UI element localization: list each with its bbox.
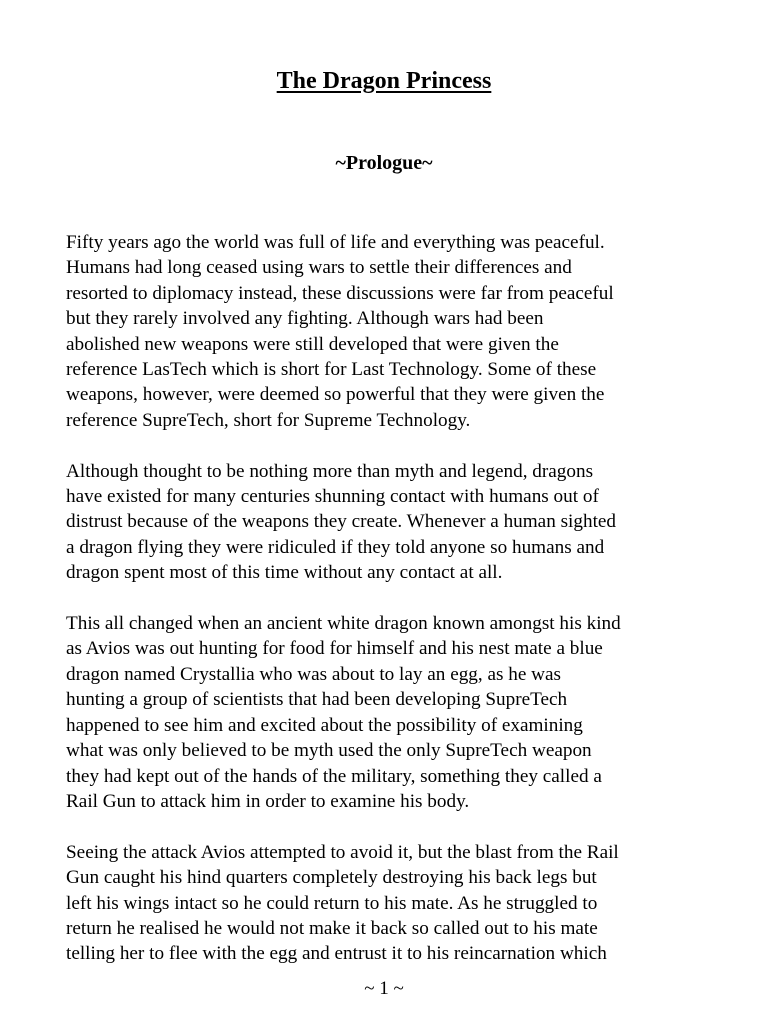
page-number: ~ 1 ~ (364, 978, 404, 999)
text-line: Humans had long ceased using wars to settle their differences and (66, 257, 572, 279)
document-body (66, 230, 716, 992)
text-line: resorted to diplomacy instead, these discussions were far from peaceful (66, 282, 614, 304)
text-line: a dragon flying they were ridiculed if they told anyone so humans and (66, 536, 605, 558)
text-line: Fifty years ago the world was full of life and everything was peaceful. (66, 232, 605, 253)
text-line: dragon spent most of this time without any contact at all. (66, 562, 503, 584)
text-line: dragon named Crystallia who was about to lay an egg, as he was (66, 663, 562, 685)
text-line: return he realised he would not make it back so called out to his mate (66, 917, 598, 939)
text-line: Although thought to be nothing more than myth and legend, dragons (66, 460, 594, 482)
text-line: reference LasTech which is short for Last Technology. Some of these (66, 359, 597, 381)
text-line: what was only believed to be myth used the only SupreTech weapon (66, 740, 592, 762)
text-line: reference SupreTech, short for Supreme Technology. (66, 409, 471, 431)
text-line: distrust because of the weapons they create. Whenever a human sighted (66, 511, 617, 533)
text-line: left his wings intact so he could return to his mate. As he struggled to (66, 892, 598, 914)
text-line: Rail Gun to attack him in order to examine his body. (66, 790, 470, 812)
text-line: This all changed when an ancient white dragon known amongst his kind (66, 613, 621, 635)
paragraph-4 (66, 840, 716, 967)
text-line: abolished new weapons were still developed that were given the (66, 333, 559, 355)
paragraph-2 (66, 459, 716, 586)
text-line: as Avios was out hunting for food for himself and his nest mate a blue (66, 638, 603, 660)
text-line: but they rarely involved any fighting. Although wars had been (66, 308, 544, 330)
chapter-heading: ~Prologue~ (335, 152, 433, 174)
paragraph-1 (66, 230, 716, 433)
text-line: Gun caught his hind quarters completely destroying his back legs but (66, 867, 597, 889)
text-line: hunting a group of scientists that had been developing SupreTech (66, 689, 568, 711)
text-line: they had kept out of the hands of the military, something they called a (66, 765, 602, 787)
paragraph-3 (66, 611, 716, 814)
text-line: have existed for many centuries shunning contact with humans out of (66, 486, 599, 508)
text-line: telling her to flee with the egg and entrust it to his reincarnation which (66, 943, 607, 965)
text-line: Seeing the attack Avios attempted to avoid it, but the blast from the Rail (66, 841, 619, 863)
text-line: weapons, however, were deemed so powerful that they were given the (66, 384, 605, 406)
text-line: happened to see him and excited about the possibility of examining (66, 714, 583, 736)
document-title: The Dragon Princess (276, 68, 492, 94)
